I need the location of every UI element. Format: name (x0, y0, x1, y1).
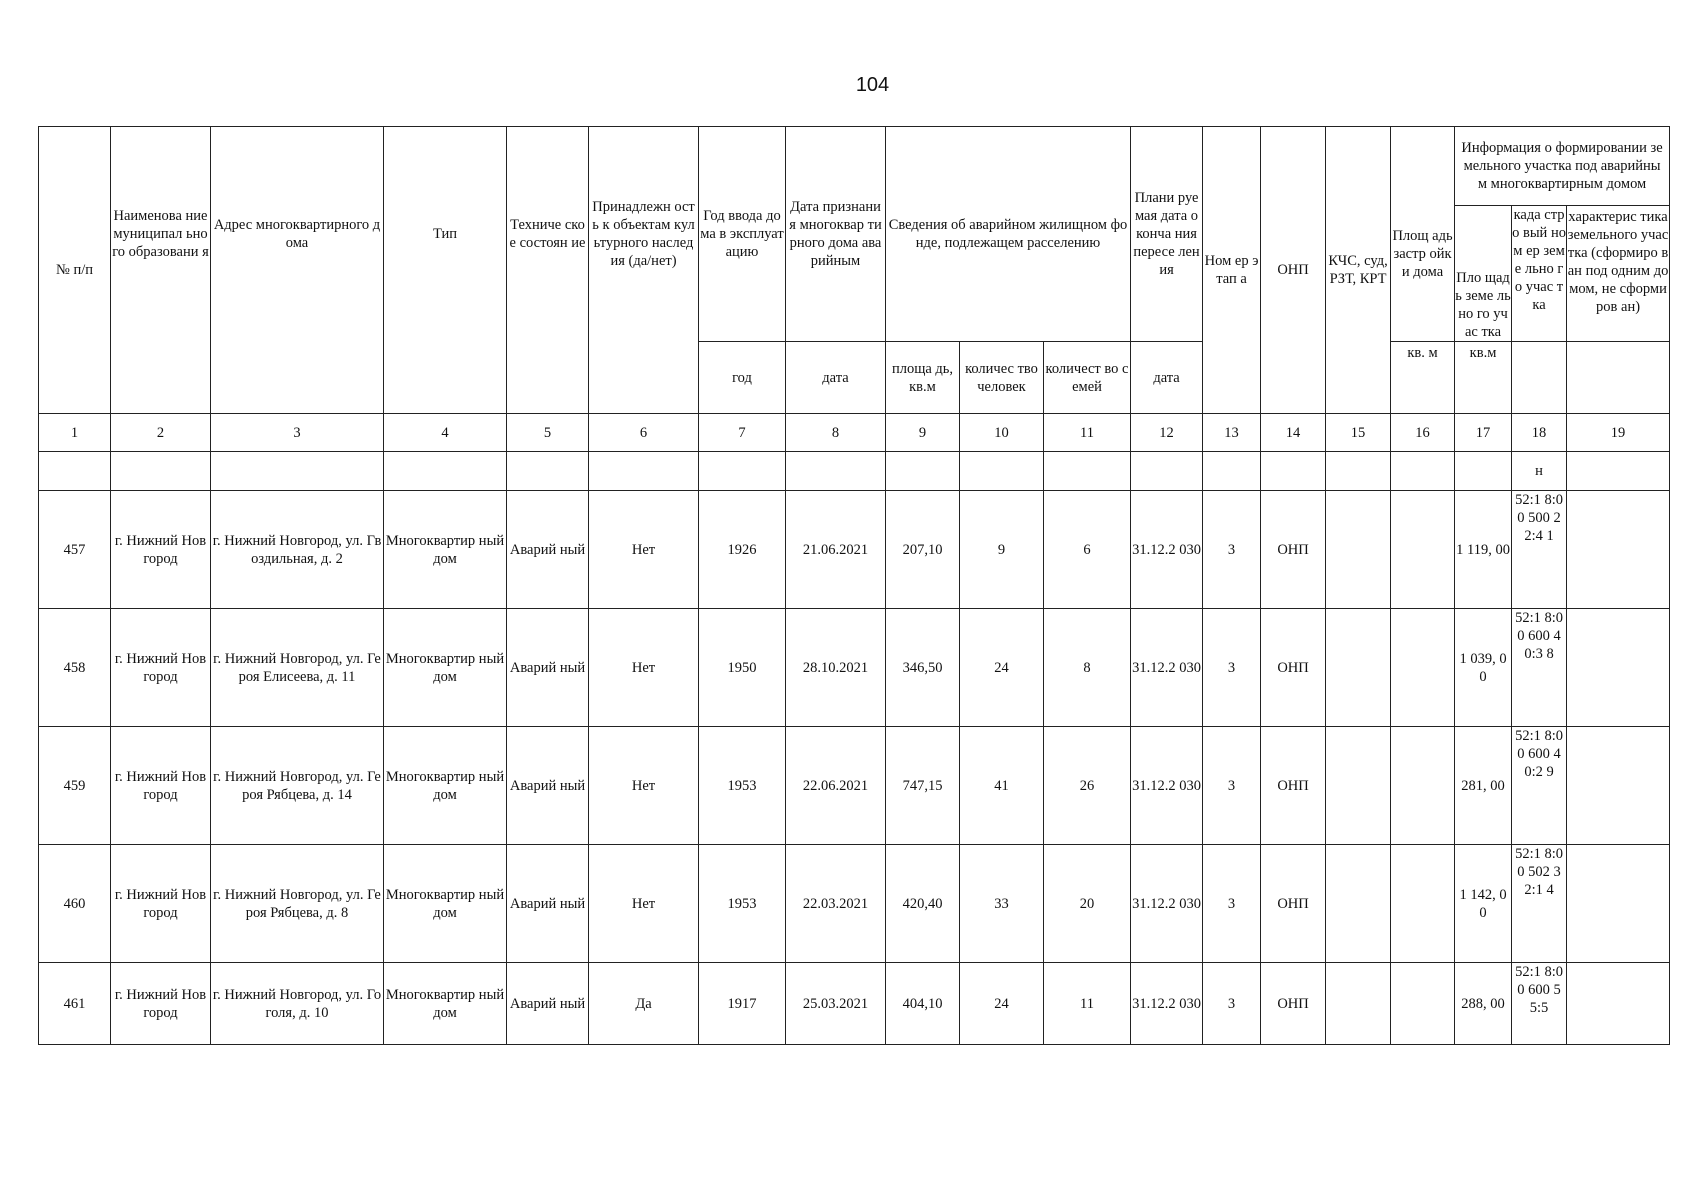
column-number-13: 13 (1203, 414, 1261, 452)
column-number-4: 4 (384, 414, 507, 452)
cell-build-area (1391, 491, 1455, 609)
column-numbers-row (39, 414, 1670, 452)
column-number-5: 5 (507, 414, 589, 452)
empty-cell (886, 452, 960, 491)
cell-area: 420,40 (886, 845, 960, 963)
header-row-main (39, 127, 1670, 342)
header-address-cont (211, 342, 384, 414)
cell-onp: ОНП (1261, 727, 1326, 845)
cell-year: 1953 (699, 727, 786, 845)
empty-cell (589, 452, 699, 491)
cell-families: 11 (1044, 963, 1131, 1045)
column-number-8: 8 (786, 414, 886, 452)
cell-land-area: 1 039, 00 (1455, 609, 1512, 727)
cell-type: Многоквартир ный дом (384, 609, 507, 727)
cell-stage: 3 (1203, 963, 1261, 1045)
cell-year: 1953 (699, 845, 786, 963)
cell-land-char (1567, 727, 1670, 845)
cell-date: 28.10.2021 (786, 609, 886, 727)
cell-land-char (1567, 963, 1670, 1045)
column-number-11: 11 (1044, 414, 1131, 452)
header-land-char: характерис тика земельного участка (сформиро ван под одним домом, не сформиров ан) (1567, 209, 1669, 315)
cell-onp: ОНП (1261, 845, 1326, 963)
column-number-17: 17 (1455, 414, 1512, 452)
cell-cadastral: 52:1 8:00 600 40:2 9 (1512, 727, 1567, 845)
cell-onp: ОНП (1261, 491, 1326, 609)
emergency-housing-table (38, 126, 1670, 1045)
header-row-sub (39, 342, 1670, 414)
column-number-3: 3 (211, 414, 384, 452)
cell-land-char (1567, 609, 1670, 727)
cell-municipality: г. Нижний Новгород (111, 609, 211, 727)
cell-num: 459 (39, 727, 111, 845)
header-sub-planned-date: дата (1131, 342, 1203, 414)
header-emergency-fund: Сведения об аварийном жилищном фонде, подлежащем расселению (886, 127, 1131, 342)
cell-people: 9 (960, 491, 1044, 609)
cell-heritage: Нет (589, 491, 699, 609)
cell-build-area (1391, 609, 1455, 727)
cell-type: Многоквартир ный дом (384, 727, 507, 845)
header-sub-people: количес тво человек (960, 342, 1044, 414)
cell-kchs (1326, 963, 1391, 1045)
cell-address: г. Нижний Новгород, ул. Гвоздильная, д. 2 (211, 491, 384, 609)
cell-state: Аварий ный (507, 845, 589, 963)
header-recognition-date: Дата признания многоквар тирного дома аварийным (786, 127, 886, 342)
header-heritage: Принадлежн ость к объектам культурного наследия (да/нет) (589, 127, 699, 342)
cell-people: 33 (960, 845, 1044, 963)
table-row (39, 963, 1670, 1045)
cell-planned: 31.12.2 030 (1131, 845, 1203, 963)
cell-land-area: 281, 00 (1455, 727, 1512, 845)
cell-type: Многоквартир ный дом (384, 491, 507, 609)
cell-year: 1950 (699, 609, 786, 727)
cell-planned: 31.12.2 030 (1131, 609, 1203, 727)
header-land-char-cont (1567, 342, 1670, 414)
empty-cell (1203, 452, 1261, 491)
cell-heritage: Да (589, 963, 699, 1045)
cell-land-char (1567, 845, 1670, 963)
header-sub-year: год (699, 342, 786, 414)
empty-cell (699, 452, 786, 491)
cell-state: Аварий ный (507, 491, 589, 609)
empty-cell (786, 452, 886, 491)
cell-build-area (1391, 963, 1455, 1045)
cell-state: Аварий ный (507, 609, 589, 727)
empty-cell (1044, 452, 1131, 491)
cell-type: Многоквартир ный дом (384, 845, 507, 963)
cell-stage: 3 (1203, 845, 1261, 963)
header-land-subcols (1455, 206, 1669, 341)
table-row (39, 727, 1670, 845)
empty-cell (1567, 452, 1670, 491)
cell-address: г. Нижний Новгород, ул. Героя Рябцева, д. 14 (211, 727, 384, 845)
cell-stage: 3 (1203, 609, 1261, 727)
cell-num: 460 (39, 845, 111, 963)
column-number-19: 19 (1567, 414, 1670, 452)
empty-cell (960, 452, 1044, 491)
empty-cell (211, 452, 384, 491)
cell-kchs (1326, 727, 1391, 845)
header-sub-area: площа дь, кв.м (886, 342, 960, 414)
header-type: Тип (384, 127, 507, 342)
cell-date: 25.03.2021 (786, 963, 886, 1045)
cell-kchs (1326, 845, 1391, 963)
header-planned-end: Плани руемая дата оконча ния пересе ления (1131, 127, 1203, 342)
header-land-group (1455, 127, 1670, 342)
header-stage: Ном ер этап а (1203, 127, 1261, 414)
cell-address: г. Нижний Новгород, ул. Героя Рябцева, д. 8 (211, 845, 384, 963)
column-number-6: 6 (589, 414, 699, 452)
header-municipality-cont (111, 342, 211, 414)
cell-municipality: г. Нижний Новгород (111, 845, 211, 963)
cell-families: 20 (1044, 845, 1131, 963)
cell-onp: ОНП (1261, 609, 1326, 727)
cell-families: 8 (1044, 609, 1131, 727)
empty-cell (507, 452, 589, 491)
header-num: № п/п (39, 127, 111, 414)
header-cadastral-top: када стро вый ном ер земе льно го учас тка (1512, 206, 1567, 341)
page-number: 104 (855, 74, 890, 96)
empty-row (39, 452, 1670, 491)
cell-cadastral: 52:1 8:00 600 55:5 (1512, 963, 1567, 1045)
cell-address: г. Нижний Новгород, ул. Героя Елисеева, д. 11 (211, 609, 384, 727)
cell-date: 21.06.2021 (786, 491, 886, 609)
cell-people: 24 (960, 609, 1044, 727)
header-tech-state-cont (507, 342, 589, 414)
cell-families: 26 (1044, 727, 1131, 845)
cell-area: 747,15 (886, 727, 960, 845)
empty-cell (111, 452, 211, 491)
header-kchs: КЧС, суд, РЗТ, КРТ (1326, 127, 1391, 414)
empty-cell (384, 452, 507, 491)
cell-area: 404,10 (886, 963, 960, 1045)
cell-municipality: г. Нижний Новгород (111, 963, 211, 1045)
cell-build-area (1391, 845, 1455, 963)
cell-municipality: г. Нижний Новгород (111, 491, 211, 609)
cell-area: 207,10 (886, 491, 960, 609)
table-row (39, 491, 1670, 609)
empty-cell (39, 452, 111, 491)
header-type-cont (384, 342, 507, 414)
table-row (39, 845, 1670, 963)
column-number-18: 18 (1512, 414, 1567, 452)
cell-heritage: Нет (589, 727, 699, 845)
column-number-12: 12 (1131, 414, 1203, 452)
cell-num: 457 (39, 491, 111, 609)
header-build-area: Площ адь застр ойки дома (1391, 127, 1455, 342)
cell-state: Аварий ный (507, 727, 589, 845)
header-land-info: Информация о формировании земельного участка под аварийным многоквартирным домом (1455, 127, 1669, 206)
cell-num: 461 (39, 963, 111, 1045)
column-number-2: 2 (111, 414, 211, 452)
column-number-9: 9 (886, 414, 960, 452)
cell-municipality: г. Нижний Новгород (111, 727, 211, 845)
cell-planned: 31.12.2 030 (1131, 963, 1203, 1045)
cell-people: 41 (960, 727, 1044, 845)
cell-cadastral: 52:1 8:00 500 22:4 1 (1512, 491, 1567, 609)
header-municipality: Наименова ние муниципал ьного образовани я (111, 127, 211, 342)
cell-land-area: 1 119, 00 (1455, 491, 1512, 609)
empty-cell (1455, 452, 1512, 491)
cell-onp: ОНП (1261, 963, 1326, 1045)
column-number-1: 1 (39, 414, 111, 452)
cell-cadastral: 52:1 8:00 502 32:1 4 (1512, 845, 1567, 963)
cell-type: Многоквартир ный дом (384, 963, 507, 1045)
header-heritage-cont (589, 342, 699, 414)
empty-cell (1326, 452, 1391, 491)
cell-kchs (1326, 491, 1391, 609)
column-number-7: 7 (699, 414, 786, 452)
empty-row-cadastral: н (1512, 452, 1567, 491)
column-number-10: 10 (960, 414, 1044, 452)
cell-state: Аварий ный (507, 963, 589, 1045)
empty-cell (1391, 452, 1455, 491)
cell-land-area: 1 142, 00 (1455, 845, 1512, 963)
cell-date: 22.06.2021 (786, 727, 886, 845)
header-onp: ОНП (1261, 127, 1326, 414)
cell-land-char (1567, 491, 1670, 609)
cell-stage: 3 (1203, 491, 1261, 609)
header-unit-build: кв. м (1391, 342, 1455, 414)
cell-date: 22.03.2021 (786, 845, 886, 963)
empty-cell (1131, 452, 1203, 491)
cell-planned: 31.12.2 030 (1131, 491, 1203, 609)
header-cadastral-cont (1512, 342, 1567, 414)
header-year-built: Год ввода дома в эксплуат ацию (699, 127, 786, 342)
cell-year: 1917 (699, 963, 786, 1045)
cell-area: 346,50 (886, 609, 960, 727)
column-number-15: 15 (1326, 414, 1391, 452)
cell-build-area (1391, 727, 1455, 845)
cell-families: 6 (1044, 491, 1131, 609)
cell-num: 458 (39, 609, 111, 727)
cell-year: 1926 (699, 491, 786, 609)
empty-cell (1261, 452, 1326, 491)
cell-land-area: 288, 00 (1455, 963, 1512, 1045)
header-tech-state: Техниче ское состоян ие (507, 127, 589, 342)
header-land-area: Пло щадь земе льно го учас тка (1455, 206, 1512, 341)
header-sub-families: количест во семей (1044, 342, 1131, 414)
table-row (39, 609, 1670, 727)
cell-planned: 31.12.2 030 (1131, 727, 1203, 845)
column-number-14: 14 (1261, 414, 1326, 452)
header-unit-land: кв.м (1455, 342, 1512, 414)
cell-address: г. Нижний Новгород, ул. Гоголя, д. 10 (211, 963, 384, 1045)
header-sub-date: дата (786, 342, 886, 414)
cell-stage: 3 (1203, 727, 1261, 845)
cell-heritage: Нет (589, 609, 699, 727)
cell-heritage: Нет (589, 845, 699, 963)
column-number-16: 16 (1391, 414, 1455, 452)
cell-cadastral: 52:1 8:00 600 40:3 8 (1512, 609, 1567, 727)
cell-people: 24 (960, 963, 1044, 1045)
header-address: Адрес многоквартирного дома (211, 127, 384, 342)
cell-kchs (1326, 609, 1391, 727)
